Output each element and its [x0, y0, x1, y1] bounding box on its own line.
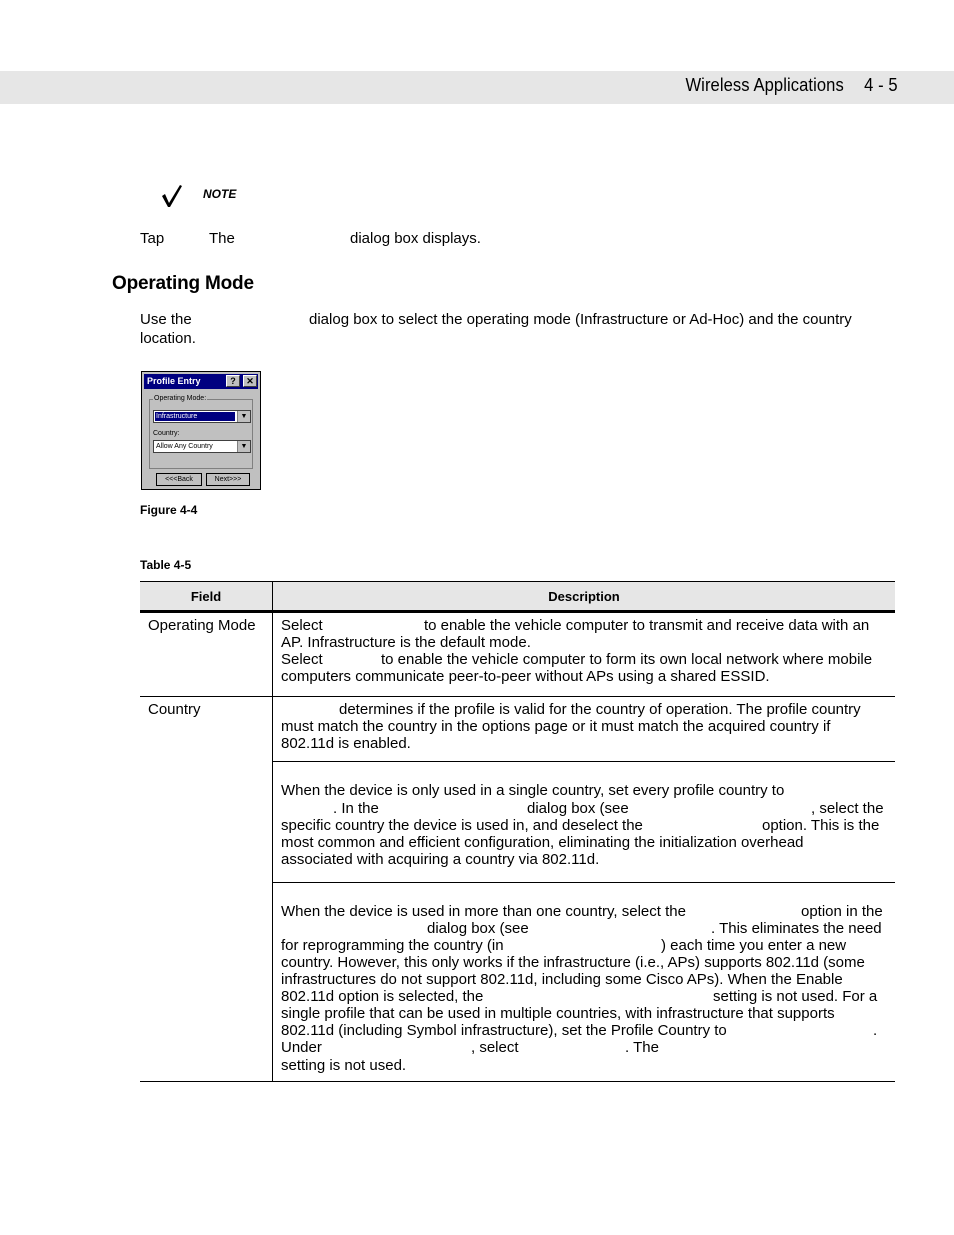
close-button[interactable]: ✕	[243, 375, 257, 387]
sub-divider	[273, 761, 895, 762]
operating-mode-label: Operating Mode:	[154, 395, 207, 402]
desc-text: ) each time you enter a new	[661, 937, 847, 954]
field-country: Country	[140, 697, 273, 1082]
dialog-displays-text: dialog box displays.	[350, 230, 481, 247]
figure-caption: Figure 4-4	[140, 503, 198, 517]
profile-entry-dialog	[141, 371, 261, 490]
desc-text: most common and efficient configuration, eliminating the initialization overhead	[281, 834, 804, 851]
desc-text: dialog box (see	[427, 920, 529, 937]
operating-mode-value: Infrastructure	[155, 412, 235, 421]
header-section-title: Wireless Applications	[685, 75, 845, 95]
desc-text: 802.11d (including Symbol infrastructure), set the Profile Country to	[281, 1022, 727, 1039]
intro-line1-a: Use the	[140, 311, 192, 328]
section-heading: Operating Mode	[112, 273, 254, 294]
desc-text: When the device is only used in a single country, set every profile country to	[281, 782, 785, 799]
desc-text: infrastructures do not support 802.11d, including some Cisco APs). When the Enable	[281, 971, 843, 988]
desc-text: country. However, this only works if the infrastructure (i.e., APs) supports 802.11d (some	[281, 954, 865, 971]
operating-mode-select[interactable]	[153, 410, 251, 423]
desc-text: Under	[281, 1039, 322, 1056]
dialog-title: Profile Entry	[147, 376, 201, 386]
header-page-number: 4 - 5	[864, 75, 898, 95]
desc-text: AP. Infrastructure is the default mode.	[281, 634, 531, 651]
fields-table	[140, 581, 895, 1082]
desc-text: When the device is used in more than one country, select the	[281, 903, 686, 920]
country-select[interactable]	[153, 440, 251, 453]
desc-text: , select the	[811, 800, 884, 817]
intro-line1-b: dialog box to select the operating mode (Infrastructure or Ad-Hoc) and the country	[309, 311, 852, 328]
desc-text: specific country the device is used in, and deselect the	[281, 817, 643, 834]
header-description: Description	[273, 582, 896, 612]
tap-word: Tap	[140, 230, 165, 247]
running-header	[686, 75, 898, 96]
intro-line2: location.	[140, 330, 196, 347]
country-label: Country:	[153, 430, 180, 437]
next-button[interactable]: Next>>>	[206, 473, 250, 486]
table-row	[140, 612, 895, 697]
desc-text: setting is not used. For a	[713, 988, 878, 1005]
desc-text: computers communicate peer-to-peer without APs using a shared ESSID.	[281, 668, 770, 685]
desc-text: to enable the vehicle computer to form its own local network where mobile	[381, 651, 873, 668]
desc-text: Select	[281, 617, 323, 634]
checkmark-icon	[160, 183, 184, 209]
desc-text: , select	[471, 1039, 519, 1056]
desc-text: for reprogramming the country (in	[281, 937, 504, 954]
tap-line	[140, 230, 164, 248]
table-row	[140, 697, 895, 1082]
description-operating-mode	[273, 612, 896, 697]
header-field: Field	[140, 582, 273, 612]
table-header-row	[140, 582, 895, 612]
chevron-down-icon[interactable]: ▼	[237, 441, 250, 452]
desc-text: 802.11d option is selected, the	[281, 988, 484, 1005]
table-caption: Table 4-5	[140, 558, 192, 572]
desc-text: determines if the profile is valid for the country of operation. The profile country	[339, 701, 861, 718]
desc-text: option in the	[801, 903, 883, 920]
desc-text: must match the country in the options page or it must match the acquired country if	[281, 718, 831, 735]
chevron-down-icon[interactable]: ▼	[237, 411, 250, 422]
help-button[interactable]: ?	[226, 375, 240, 387]
description-country	[273, 697, 896, 1082]
the-word: The	[209, 230, 235, 247]
sub-divider	[273, 882, 895, 883]
desc-text: associated with acquiring a country via 802.11d.	[281, 851, 600, 868]
note-label: NOTE	[203, 187, 237, 201]
desc-text: . The	[625, 1039, 659, 1056]
dialog-title-bar	[144, 374, 258, 389]
desc-text: Select	[281, 651, 323, 668]
desc-text: to enable the vehicle computer to transmit and receive data with an	[424, 617, 870, 634]
desc-text: 802.11d is enabled.	[281, 735, 411, 752]
back-button[interactable]: <<<Back	[156, 473, 202, 486]
desc-text: .	[873, 1022, 878, 1039]
desc-text: option. This is the	[762, 817, 880, 834]
desc-text: . This eliminates the need	[711, 920, 882, 937]
field-operating-mode: Operating Mode	[140, 612, 273, 697]
desc-text: dialog box (see	[527, 800, 629, 817]
desc-text: setting is not used.	[281, 1057, 407, 1074]
desc-text: . In the	[333, 800, 379, 817]
operating-mode-group	[149, 395, 253, 469]
desc-text: single profile that can be used in multiple countries, with infrastructure that supports	[281, 1005, 835, 1022]
tap-line-the	[209, 230, 235, 248]
tap-line-end	[350, 230, 481, 248]
country-value: Allow Any Country	[156, 443, 213, 450]
